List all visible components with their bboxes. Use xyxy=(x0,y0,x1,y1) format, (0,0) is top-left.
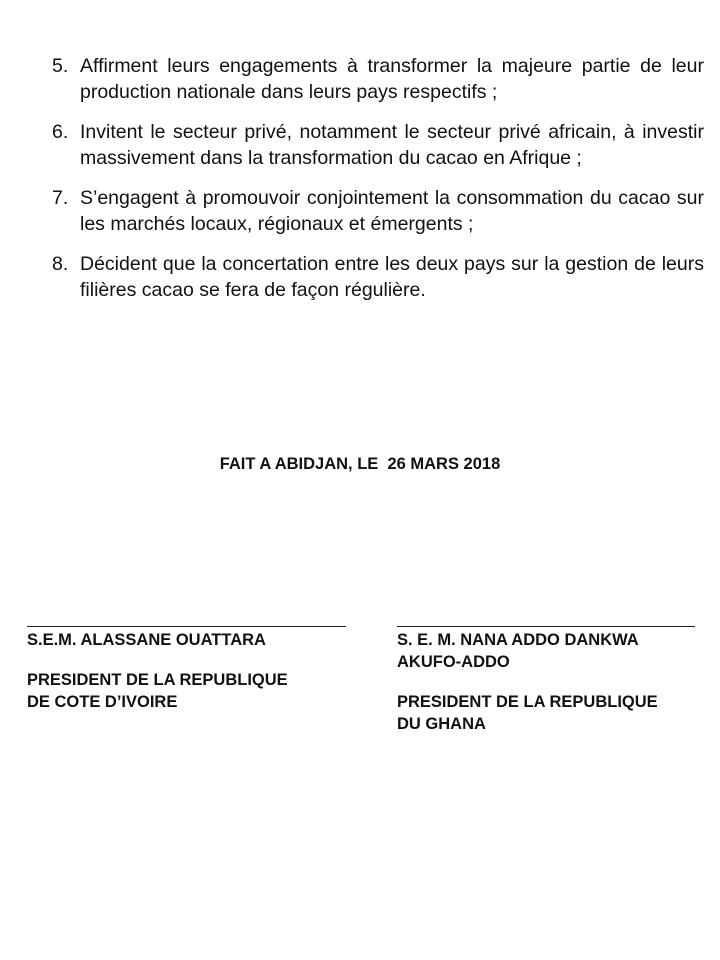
article-text: S’engagent à promouvoir conjointement la consommation du cacao sur les marchés locaux, régionaux et émergents ; xyxy=(80,187,704,235)
article-number: 8. xyxy=(52,253,69,275)
signatory-title xyxy=(397,691,697,735)
signatory-title-line: PRESIDENT DE LA REPUBLIQUE xyxy=(27,671,288,689)
signature-line xyxy=(397,610,695,627)
signatory-name-line: S. E. M. NANA ADDO DANKWA xyxy=(397,631,639,649)
signatory-cote-divoire xyxy=(27,610,347,713)
article-item xyxy=(52,53,704,105)
signature-line xyxy=(27,610,346,627)
signatory-name xyxy=(397,629,697,673)
article-text: Décident que la concertation entre les deux pays sur la gestion de leurs filières cacao se fera de façon régulière. xyxy=(80,253,704,301)
article-number: 7. xyxy=(52,187,69,209)
signatory-name: S.E.M. ALASSANE OUATTARA xyxy=(27,631,266,649)
signatory-ghana xyxy=(397,610,697,735)
signatory-title xyxy=(27,669,347,713)
article-text: Affirment leurs engagements à transformer la majeure partie de leur production nationale dans leurs pays respectifs ; xyxy=(80,55,704,103)
article-number: 5. xyxy=(52,55,69,77)
signatory-name-line: AKUFO-ADDO xyxy=(397,653,510,671)
article-item xyxy=(52,185,704,237)
place-date-statement: FAIT A ABIDJAN, LE 26 MARS 2018 xyxy=(219,455,501,473)
signatory-title-line: DU GHANA xyxy=(397,715,486,733)
article-number: 6. xyxy=(52,121,69,143)
signatory-title-line: PRESIDENT DE LA REPUBLIQUE xyxy=(397,693,658,711)
signatory-title-line: DE COTE D’IVOIRE xyxy=(27,693,178,711)
article-list xyxy=(52,53,704,317)
article-item xyxy=(52,119,704,171)
article-text: Invitent le secteur privé, notamment le secteur privé africain, à investir massivement dans la transformation du cacao en Afrique ; xyxy=(80,121,704,169)
article-item xyxy=(52,251,704,303)
